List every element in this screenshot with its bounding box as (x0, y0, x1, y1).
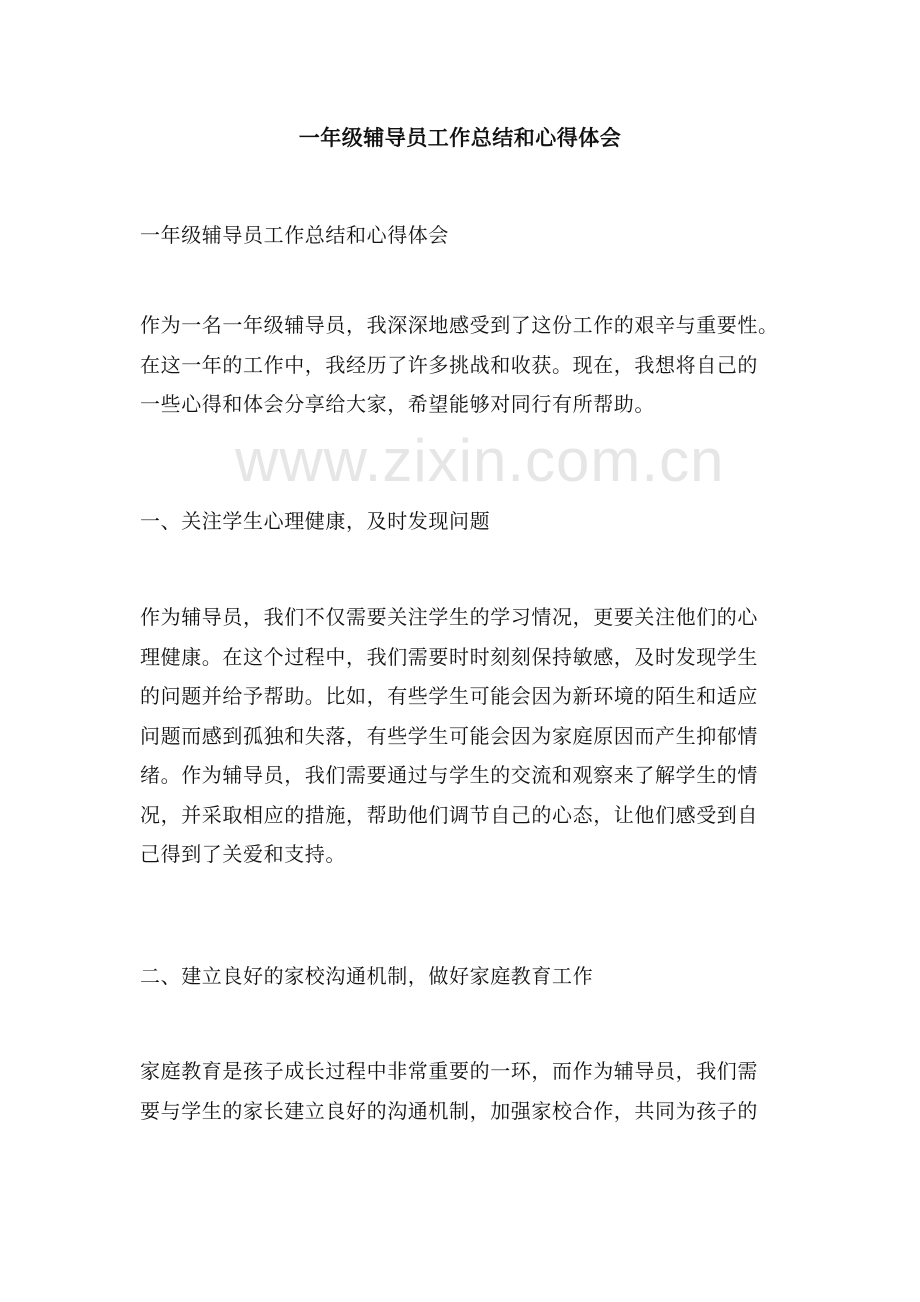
text-line: 况，并采取相应的措施，帮助他们调节自己的心态，让他们感受到自 (140, 802, 758, 827)
text-line: 绪。作为辅导员，我们需要通过与学生的交流和观察来了解学生的情 (140, 763, 758, 787)
text-line: 作为一名一年级辅导员，我深深地感受到了这份工作的艰辛与重要性。 (140, 313, 779, 337)
text-line: 问题而感到孤独和失落，有些学生可能会因为家庭原因而产生抑郁情 (140, 723, 758, 748)
subtitle: 一年级辅导员工作总结和心得体会 (140, 223, 449, 247)
text-line: 己得到了关爱和支持。 (140, 842, 346, 866)
intro-paragraph (140, 306, 820, 425)
text-line: 作为辅导员，我们不仅需要关注学生的学习情况，更要关注他们的心 (140, 605, 758, 629)
text-line: 要与学生的家长建立良好的沟通机制，加强家校合作，共同为孩子的 (140, 1098, 758, 1123)
section-2-heading: 二、建立良好的家校沟通机制，做好家庭教育工作 (140, 964, 594, 988)
text-line: 一些心得和体会分享给大家，希望能够对同行有所帮助。 (140, 392, 655, 416)
section-1-paragraph (140, 598, 820, 875)
text-line: 的问题并给予帮助。比如，有些学生可能会因为新环境的陌生和适应 (140, 684, 758, 708)
document-title: 一年级辅导员工作总结和心得体会 (298, 125, 622, 150)
section-1-heading: 一、关注学生心理健康，及时发现问题 (140, 509, 491, 533)
watermark: www.zixin.com.cn (235, 427, 725, 494)
text-line: 在这一年的工作中，我经历了许多挑战和收获。现在，我想将自己的 (140, 352, 758, 377)
section-2-paragraph (140, 1052, 820, 1131)
text-line: 家庭教育是孩子成长过程中非常重要的一环，而作为辅导员，我们需 (140, 1059, 758, 1083)
text-line: 理健康。在这个过程中，我们需要时时刻刻保持敏感，及时发现学生 (140, 644, 758, 669)
